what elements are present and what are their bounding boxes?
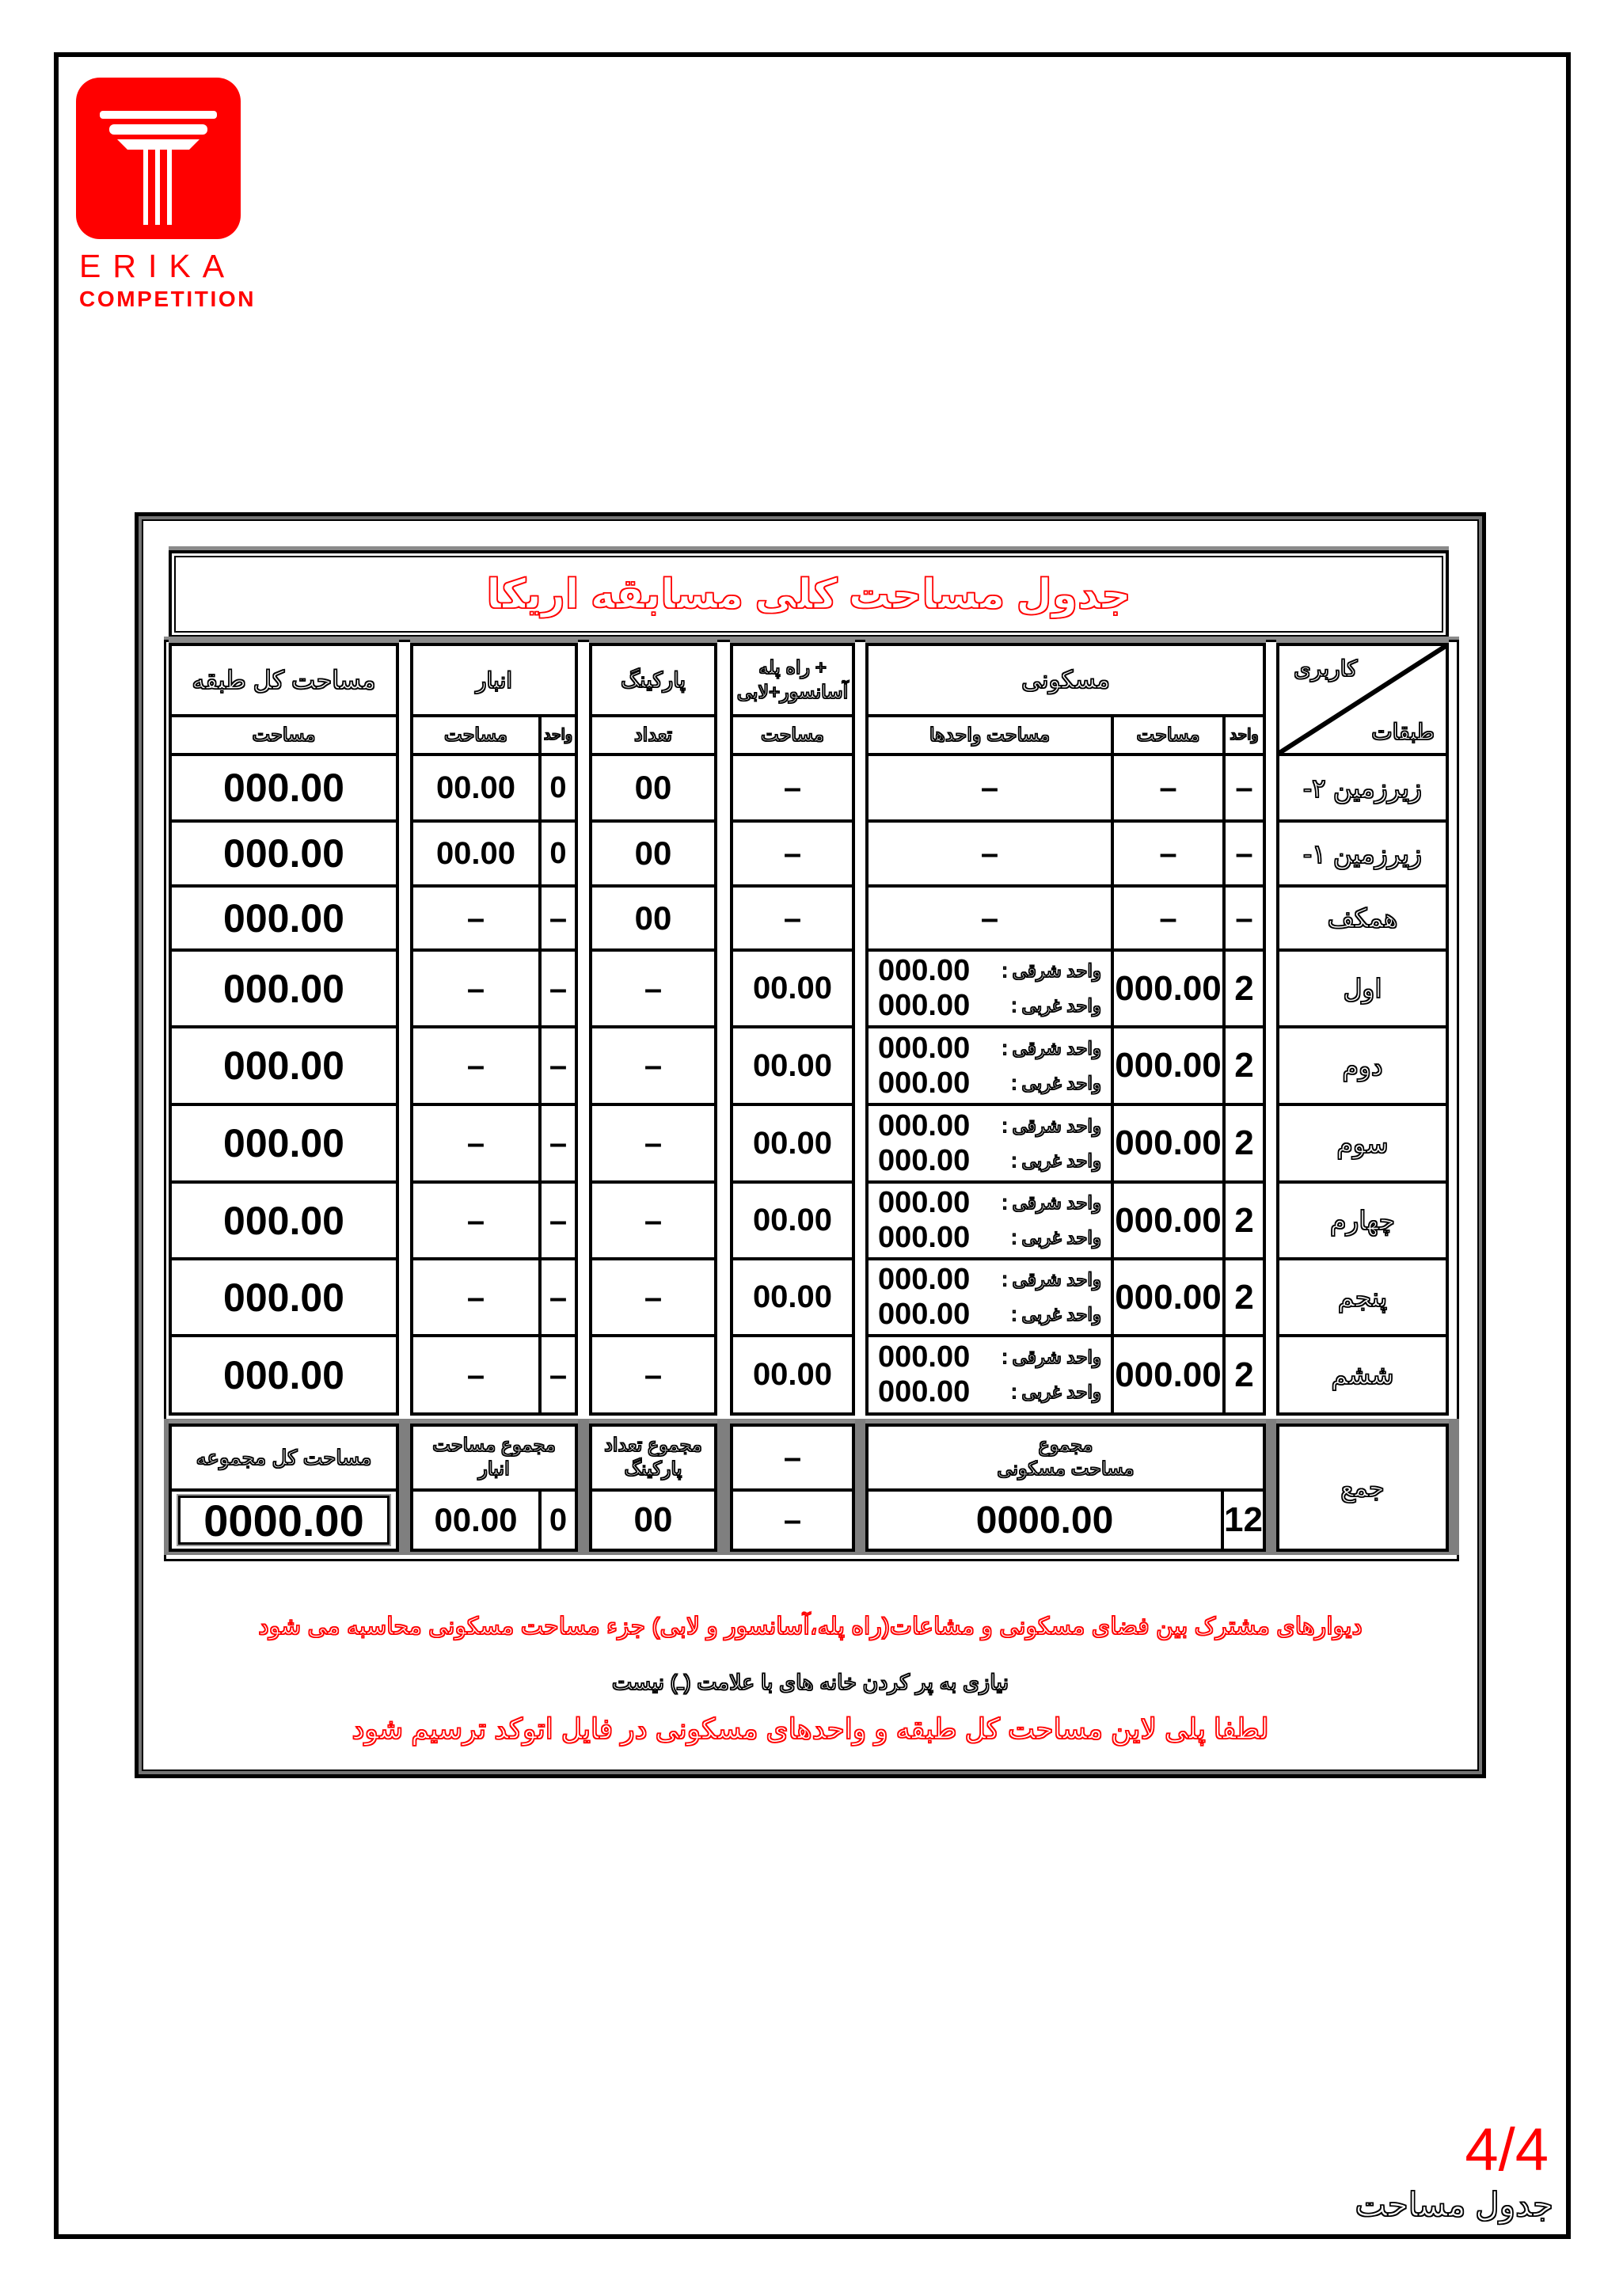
- empty-dash: –: [466, 900, 485, 936]
- west-unit-label: واحد غربی :: [1011, 1150, 1101, 1171]
- value: 000.00: [223, 831, 344, 876]
- cell-stairs-area: [733, 1257, 852, 1334]
- cell-residential-area: [1111, 952, 1222, 1025]
- cell-storage-area: [413, 1337, 538, 1412]
- cell-parking-count: [592, 884, 714, 948]
- cell-parking-count: [592, 753, 714, 819]
- cell-floor-total-area: [172, 1103, 396, 1180]
- cell-residential-unit-areas: [869, 823, 1111, 884]
- footer-caption: جدول مساحت: [1355, 2186, 1553, 2223]
- empty-dash: –: [466, 1279, 485, 1315]
- cell-residential: [869, 819, 1263, 884]
- cell-storage-units: [538, 1337, 575, 1412]
- cell-floor-name: [1279, 1180, 1446, 1257]
- floor-name-label: زیرزمین ۱-: [1303, 838, 1422, 869]
- sum-storage-label-line1: مجموع مساحت: [432, 1435, 556, 1456]
- cell-storage: [413, 948, 575, 1025]
- column-parking: [589, 643, 717, 1416]
- column-stairs-elevator-lobby: [730, 643, 855, 1416]
- sum-stairs-value: –: [783, 1503, 802, 1538]
- east-unit-value: 000.00: [878, 954, 971, 987]
- floor-name-label: همکف: [1327, 903, 1398, 933]
- usage-floors-diagonal-cell: [1279, 646, 1446, 753]
- empty-dash: –: [644, 1279, 663, 1315]
- cell-storage-area: [413, 1106, 538, 1180]
- cell-storage-units: [538, 1028, 575, 1103]
- cell-residential: [869, 948, 1263, 1025]
- empty-dash: –: [549, 971, 568, 1006]
- cell-storage-units: [538, 888, 575, 948]
- unit-area-line-east: [869, 954, 1111, 989]
- sum-total-value-box: [178, 1496, 390, 1545]
- cell-parking-count: [592, 1257, 714, 1334]
- value: 000.00: [1115, 1200, 1222, 1240]
- cell-storage: [413, 1257, 575, 1334]
- cell-floor-total-area: [172, 1257, 396, 1334]
- cell-floor-name: [1279, 884, 1446, 948]
- unit-area-line-west: [869, 1375, 1111, 1410]
- cell-residential: [869, 1103, 1263, 1180]
- empty-dash: –: [549, 1357, 568, 1393]
- empty-dash: –: [783, 770, 802, 805]
- west-unit-value: 000.00: [878, 1298, 971, 1331]
- cell-residential-area: [1111, 1184, 1222, 1257]
- sum-parking-value: 00: [633, 1500, 673, 1539]
- cell-storage: [413, 1180, 575, 1257]
- cell-parking-count: [592, 1334, 714, 1412]
- east-unit-value: 000.00: [878, 1186, 971, 1219]
- empty-dash: –: [549, 1126, 568, 1161]
- cell-storage: [413, 884, 575, 948]
- value: 00.00: [435, 835, 516, 871]
- east-unit-label: واحد شرقی :: [1002, 1115, 1101, 1136]
- value: 2: [1234, 1355, 1254, 1394]
- cell-residential-area: [1111, 756, 1222, 819]
- storage-unit-subheader: واحد: [543, 727, 573, 743]
- cell-storage-units: [538, 1260, 575, 1334]
- value: 000.00: [1115, 968, 1222, 1008]
- residential-unit-areas-subheader: مساحت واحدها: [929, 724, 1051, 746]
- value: 000.00: [223, 895, 344, 941]
- cell-storage-area: [413, 888, 538, 948]
- value: 2: [1234, 1277, 1254, 1317]
- value: 000.00: [223, 1121, 344, 1165]
- cell-residential-units: [1222, 1184, 1263, 1257]
- west-unit-label: واحد غربی :: [1011, 1072, 1101, 1093]
- cell-residential: [869, 753, 1263, 819]
- cell-storage-units: [538, 1184, 575, 1257]
- unit-area-line-east: [869, 1186, 1111, 1221]
- note-dash-cells: نیازی به پر کردن خانه های با علامت (ـ) نیست: [611, 1671, 1009, 1694]
- cell-stairs-area: [733, 819, 852, 884]
- cell-residential-units: [1222, 1260, 1263, 1334]
- value: 00: [634, 834, 672, 872]
- empty-dash: –: [1159, 770, 1177, 805]
- column-storage: [410, 643, 578, 1416]
- unit-area-line-west: [869, 1066, 1111, 1100]
- cell-residential: [869, 1257, 1263, 1334]
- sum-residential-label-line1: مجموع: [1038, 1435, 1093, 1456]
- sum-row-label-block: [1276, 1424, 1449, 1552]
- cell-residential-units: [1222, 952, 1263, 1025]
- sum-residential-block: [865, 1424, 1266, 1552]
- cell-floor-total-area: [172, 948, 396, 1025]
- west-unit-value: 000.00: [878, 989, 971, 1022]
- value: 000.00: [1115, 1277, 1222, 1317]
- cell-residential-area: [1111, 1028, 1222, 1103]
- column-residential: [865, 643, 1266, 1416]
- cell-floor-name: [1279, 1025, 1446, 1103]
- empty-dash: –: [549, 1203, 568, 1238]
- empty-dash: –: [1235, 836, 1253, 871]
- residential-area-subheader: مساحت: [1136, 724, 1200, 746]
- cell-residential-units: [1222, 823, 1263, 884]
- page-number: 4/4: [1465, 2116, 1549, 2184]
- empty-dash: –: [644, 1357, 663, 1393]
- parking-header: پارکینگ: [620, 667, 686, 692]
- cell-residential-units: [1222, 1337, 1263, 1412]
- sum-stairs-label: –: [783, 1440, 802, 1475]
- empty-dash: –: [644, 1048, 663, 1083]
- sum-storage-units-value: 0: [549, 1502, 568, 1538]
- floor-total-subheader: مساحت: [252, 724, 316, 746]
- cell-storage-units: [538, 823, 575, 884]
- empty-dash: –: [466, 1203, 485, 1238]
- cell-floor-name: [1279, 1257, 1446, 1334]
- unit-area-line-east: [869, 1263, 1111, 1298]
- cell-stairs-area: [733, 1180, 852, 1257]
- cell-floor-total-area: [172, 1180, 396, 1257]
- sum-row-label: جمع: [1340, 1473, 1385, 1502]
- cell-residential-unit-areas: [869, 1337, 1111, 1412]
- table-title-box: [169, 550, 1449, 638]
- cell-stairs-area: [733, 1334, 852, 1412]
- west-unit-label: واحد غربی :: [1011, 1382, 1101, 1402]
- cell-residential-area: [1111, 1106, 1222, 1180]
- cell-storage-area: [413, 756, 538, 819]
- floor-name-label: سوم: [1336, 1128, 1389, 1158]
- floor-name-label: دوم: [1342, 1051, 1383, 1081]
- cell-storage-units: [538, 1106, 575, 1180]
- empty-dash: –: [549, 900, 568, 936]
- logo-subtitle-text: COMPETITION: [79, 287, 257, 311]
- usage-label: کاربری: [1294, 656, 1358, 681]
- cell-residential-unit-areas: [869, 952, 1111, 1025]
- empty-dash: –: [549, 1048, 568, 1083]
- value: 00.00: [752, 1125, 833, 1161]
- cell-residential-unit-areas: [869, 756, 1111, 819]
- value: 000.00: [1115, 1123, 1222, 1162]
- table-title: جدول مساحت کلی مسابقه اریکا: [486, 571, 1131, 618]
- cell-residential: [869, 1180, 1263, 1257]
- cell-storage-area: [413, 952, 538, 1025]
- floor-name-label: زیرزمین ۲-: [1303, 773, 1422, 803]
- empty-dash: –: [783, 900, 802, 936]
- cell-parking-count: [592, 948, 714, 1025]
- east-unit-label: واحد شرقی :: [1002, 1192, 1101, 1213]
- unit-area-line-west: [869, 1143, 1111, 1178]
- column-floor-total: [169, 643, 399, 1416]
- floor-name-label: پنجم: [1337, 1283, 1388, 1312]
- empty-dash: –: [466, 1048, 485, 1083]
- storage-area-subheader: مساحت: [444, 724, 507, 746]
- unit-area-line-west: [869, 1298, 1111, 1332]
- cell-storage-area: [413, 1184, 538, 1257]
- value: 0: [549, 836, 567, 870]
- east-unit-value: 000.00: [878, 1108, 971, 1142]
- cell-storage: [413, 1103, 575, 1180]
- sum-parking-label-line1: مجموع تعداد: [604, 1435, 702, 1456]
- cell-storage: [413, 819, 575, 884]
- floor-name-label: اول: [1343, 974, 1382, 1003]
- cell-residential-area: [1111, 1260, 1222, 1334]
- west-unit-value: 000.00: [878, 1066, 971, 1100]
- west-unit-value: 000.00: [878, 1375, 971, 1408]
- west-unit-label: واحد غربی :: [1011, 1304, 1101, 1325]
- cell-residential-units: [1222, 756, 1263, 819]
- stairs-subheader: مساحت: [761, 724, 824, 746]
- value: 00: [634, 899, 672, 937]
- cell-residential-area: [1111, 888, 1222, 948]
- cell-floor-total-area: [172, 819, 396, 884]
- cell-storage: [413, 753, 575, 819]
- stairs-header-line2: آسانسور+لابی: [736, 682, 849, 703]
- note-shared-walls: دیوارهای مشترک بین فضای مسکونی و مشاعات(راه پله،آسانسور و لابی) جزء مساحت مسکونی محاسبه می شود: [258, 1614, 1363, 1640]
- cell-storage: [413, 1334, 575, 1412]
- empty-dash: –: [466, 971, 485, 1006]
- cell-floor-total-area: [172, 753, 396, 819]
- cell-storage: [413, 1025, 575, 1103]
- sum-stairs-block: [730, 1424, 855, 1552]
- cell-floor-name: [1279, 1103, 1446, 1180]
- value: 0: [549, 770, 567, 804]
- cell-residential-unit-areas: [869, 888, 1111, 948]
- empty-dash: –: [644, 1203, 663, 1238]
- cell-stairs-area: [733, 948, 852, 1025]
- storage-header: انبار: [475, 667, 513, 693]
- cell-floor-total-area: [172, 884, 396, 948]
- value: 000.00: [223, 1352, 344, 1397]
- floors-label: طبقات: [1371, 720, 1435, 744]
- value: 00.00: [752, 1357, 833, 1392]
- value: 00: [634, 769, 672, 806]
- cell-residential-units: [1222, 888, 1263, 948]
- empty-dash: –: [549, 1279, 568, 1315]
- stairs-header-line1: راه پله +: [758, 656, 827, 679]
- cell-stairs-area: [733, 1103, 852, 1180]
- table-frame: [135, 512, 1486, 1778]
- cell-residential-area: [1111, 1337, 1222, 1412]
- value: 000.00: [223, 1275, 344, 1320]
- sum-parking-block: [589, 1424, 717, 1552]
- value: 00.00: [752, 971, 833, 1005]
- value: 000.00: [1115, 1046, 1222, 1085]
- empty-dash: –: [644, 971, 663, 1006]
- east-unit-label: واحد شرقی :: [1002, 1037, 1101, 1059]
- cell-floor-name: [1279, 753, 1446, 819]
- empty-dash: –: [980, 900, 999, 936]
- value: 2: [1234, 1046, 1254, 1085]
- east-unit-value: 000.00: [878, 1031, 971, 1065]
- empty-dash: –: [980, 836, 999, 871]
- sum-total-value: 0000.00: [203, 1495, 364, 1545]
- empty-dash: –: [1235, 900, 1253, 936]
- cell-residential: [869, 1334, 1263, 1412]
- cell-residential: [869, 884, 1263, 948]
- column-floors: [1276, 643, 1449, 1416]
- cell-parking-count: [592, 1025, 714, 1103]
- cell-storage-area: [413, 823, 538, 884]
- cell-residential-unit-areas: [869, 1260, 1111, 1334]
- floor-total-header: مساحت کل طبقه: [192, 666, 376, 694]
- unit-area-line-west: [869, 1221, 1111, 1256]
- sum-floor-total-block: [169, 1424, 399, 1552]
- east-unit-label: واحد شرقی :: [1002, 1269, 1101, 1290]
- floor-name-label: ششم: [1331, 1360, 1394, 1389]
- residential-unit-subheader: واحد: [1230, 727, 1259, 743]
- cell-stairs-area: [733, 753, 852, 819]
- cell-floor-name: [1279, 1334, 1446, 1412]
- east-unit-label: واحد شرقی :: [1002, 960, 1101, 981]
- cell-parking-count: [592, 1180, 714, 1257]
- empty-dash: –: [1235, 770, 1253, 805]
- west-unit-label: واحد غربی :: [1011, 1227, 1101, 1248]
- value: 2: [1234, 1200, 1254, 1240]
- column-icon: [76, 78, 241, 239]
- value: 000.00: [223, 766, 344, 810]
- west-unit-value: 000.00: [878, 1221, 971, 1254]
- cell-parking-count: [592, 1103, 714, 1180]
- note-polyline-autocad: لطفا پلی لاین مساحت کل طبقه و واحدهای مسکونی در فایل اتوکد ترسیم شود: [352, 1712, 1269, 1745]
- west-unit-label: واحد غربی :: [1011, 995, 1101, 1016]
- cell-residential-unit-areas: [869, 1106, 1111, 1180]
- sum-residential-label-line2: مساحت مسکونی: [997, 1458, 1135, 1480]
- sum-residential-area-value: 0000.00: [975, 1499, 1114, 1541]
- empty-dash: –: [644, 1126, 663, 1161]
- cell-residential-area: [1111, 823, 1222, 884]
- logo-brand-text: ERIKA: [79, 248, 237, 284]
- cell-stairs-area: [733, 1025, 852, 1103]
- value: 000.00: [223, 1043, 344, 1088]
- sum-storage-label-line2: انبار: [478, 1458, 510, 1480]
- value: 2: [1234, 968, 1254, 1008]
- unit-area-line-east: [869, 1031, 1111, 1066]
- cell-residential-units: [1222, 1028, 1263, 1103]
- east-unit-value: 000.00: [878, 1340, 971, 1374]
- cell-storage-area: [413, 1028, 538, 1103]
- cell-floor-name: [1279, 948, 1446, 1025]
- cell-residential-units: [1222, 1106, 1263, 1180]
- value: 000.00: [223, 966, 344, 1011]
- empty-dash: –: [466, 1357, 485, 1393]
- cell-floor-total-area: [172, 1025, 396, 1103]
- cell-stairs-area: [733, 884, 852, 948]
- value: 00.00: [752, 1203, 833, 1237]
- cell-residential-unit-areas: [869, 1184, 1111, 1257]
- value: 00.00: [435, 770, 516, 805]
- cell-storage-units: [538, 952, 575, 1025]
- east-unit-value: 000.00: [878, 1263, 971, 1296]
- cell-floor-name: [1279, 819, 1446, 884]
- cell-residential: [869, 1025, 1263, 1103]
- value: 000.00: [1115, 1355, 1222, 1394]
- sum-total-label: مساحت کل مجموعه: [196, 1445, 372, 1469]
- cell-parking-count: [592, 819, 714, 884]
- empty-dash: –: [1159, 900, 1177, 936]
- erika-logo: [76, 78, 258, 312]
- unit-area-line-east: [869, 1340, 1111, 1375]
- value: 2: [1234, 1123, 1254, 1162]
- cell-floor-total-area: [172, 1334, 396, 1412]
- value: 000.00: [223, 1198, 344, 1243]
- floor-name-label: چهارم: [1329, 1206, 1396, 1235]
- cell-storage-units: [538, 756, 575, 819]
- sum-storage-block: [410, 1424, 578, 1552]
- value: 00.00: [752, 1047, 833, 1083]
- parking-subheader: تعداد: [633, 724, 673, 746]
- empty-dash: –: [783, 836, 802, 871]
- east-unit-label: واحد شرقی :: [1002, 1347, 1101, 1367]
- unit-area-line-east: [869, 1108, 1111, 1143]
- west-unit-value: 000.00: [878, 1143, 971, 1177]
- residential-header: مسکونی: [1021, 666, 1110, 694]
- empty-dash: –: [466, 1126, 485, 1161]
- sum-parking-label-line2: پارکینگ: [624, 1458, 682, 1480]
- sum-storage-area-value: 00.00: [434, 1501, 518, 1538]
- empty-dash: –: [1159, 836, 1177, 871]
- cell-residential-unit-areas: [869, 1028, 1111, 1103]
- empty-dash: –: [980, 770, 999, 805]
- unit-area-line-west: [869, 989, 1111, 1024]
- value: 00.00: [752, 1279, 833, 1314]
- cell-storage-area: [413, 1260, 538, 1334]
- sum-residential-units-value: 12: [1224, 1500, 1263, 1539]
